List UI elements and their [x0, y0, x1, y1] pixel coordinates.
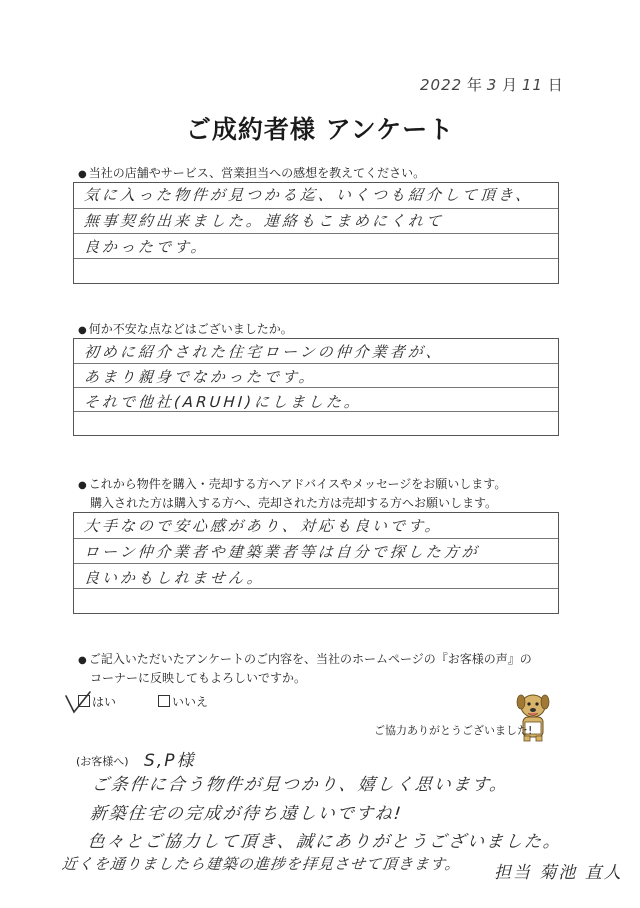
date-year: 2022	[420, 76, 463, 94]
question-1-text: 当社の店舗やサービス、営業担当への感想を教えてください。	[88, 166, 426, 180]
no-checkbox[interactable]	[158, 695, 170, 707]
answer-2-line-3: それで他社(ARUHI)にしました。	[83, 393, 363, 411]
bullet-icon: ●	[78, 655, 87, 666]
reply-to-label: (お客様へ)	[76, 755, 129, 768]
bullet-icon: ●	[78, 169, 87, 180]
answer-1-line-2: 無事契約出来ました。連絡もこまめにくれて	[83, 212, 445, 230]
answer-2-line-2: あまり親身でなかったです。	[83, 368, 318, 386]
page-title: ご成約者様 アンケート	[185, 115, 455, 144]
question-1	[78, 164, 425, 181]
question-3	[78, 475, 506, 492]
reply-message-line-1: ご条件に合う物件が見つかり、嬉しく思います。	[90, 775, 510, 795]
answer-1-line-3: 良かったです。	[83, 238, 210, 256]
date-day: 11	[521, 76, 543, 94]
yes-label: はい	[92, 695, 117, 709]
thanks-message: ご協力ありがとうございました!	[374, 724, 533, 737]
question-3-text: これから物件を購入・売却する方へアドバイスやメッセージをお願いします。	[88, 477, 507, 491]
reply-message-line-4: 近くを通りましたら建築の進捗を拝見させて頂きます。	[61, 855, 462, 873]
answer-3-line-3: 良いかもしれません。	[83, 569, 266, 587]
date-month-unit: 月	[502, 76, 518, 94]
consent-no-option[interactable]	[158, 693, 208, 710]
no-label: いいえ	[172, 695, 209, 709]
answer-3-line-2: ローン仲介業者や建築業者等は自分で探した方が	[83, 543, 481, 561]
check-mark-icon	[64, 688, 94, 718]
bullet-icon: ●	[78, 480, 87, 491]
answer-2-line-1: 初めに紹介された住宅ローンの仲介業者が、	[83, 343, 445, 361]
consent-question-line-2: コーナーに反映してもよろしいですか。	[90, 671, 307, 685]
consent-question-line-1: ご記入いただいたアンケートのご内容を、当社のホームページの『お客様の声』の	[88, 652, 532, 666]
reply-message-line-2: 新築住宅の完成が待ち遠しいですね!	[88, 804, 404, 824]
answer-1-line-1: 気に入った物件が見つかる迄、いくつも紹介して頂き、	[83, 186, 535, 204]
question-2	[78, 320, 293, 337]
survey-date	[420, 74, 563, 95]
date-year-unit: 年	[466, 76, 482, 94]
answer-3-line-1: 大手なので安心感があり、対応も良いです。	[83, 517, 444, 535]
customer-name: S,P様	[144, 751, 196, 771]
date-day-unit: 日	[547, 76, 563, 94]
reply-message-line-3: 色々とご協力して頂き、誠にありがとうございました。	[86, 832, 564, 852]
question-2-text: 何か不安な点などはございましたか。	[88, 322, 293, 336]
question-3-line-2: 購入された方は購入する方へ、売却された方は売却する方へお願いします。	[90, 496, 498, 510]
bullet-icon: ●	[78, 325, 87, 336]
date-month: 3	[486, 76, 498, 94]
staff-signature: 担当 菊池 直人	[494, 863, 623, 883]
consent-question	[78, 650, 532, 667]
